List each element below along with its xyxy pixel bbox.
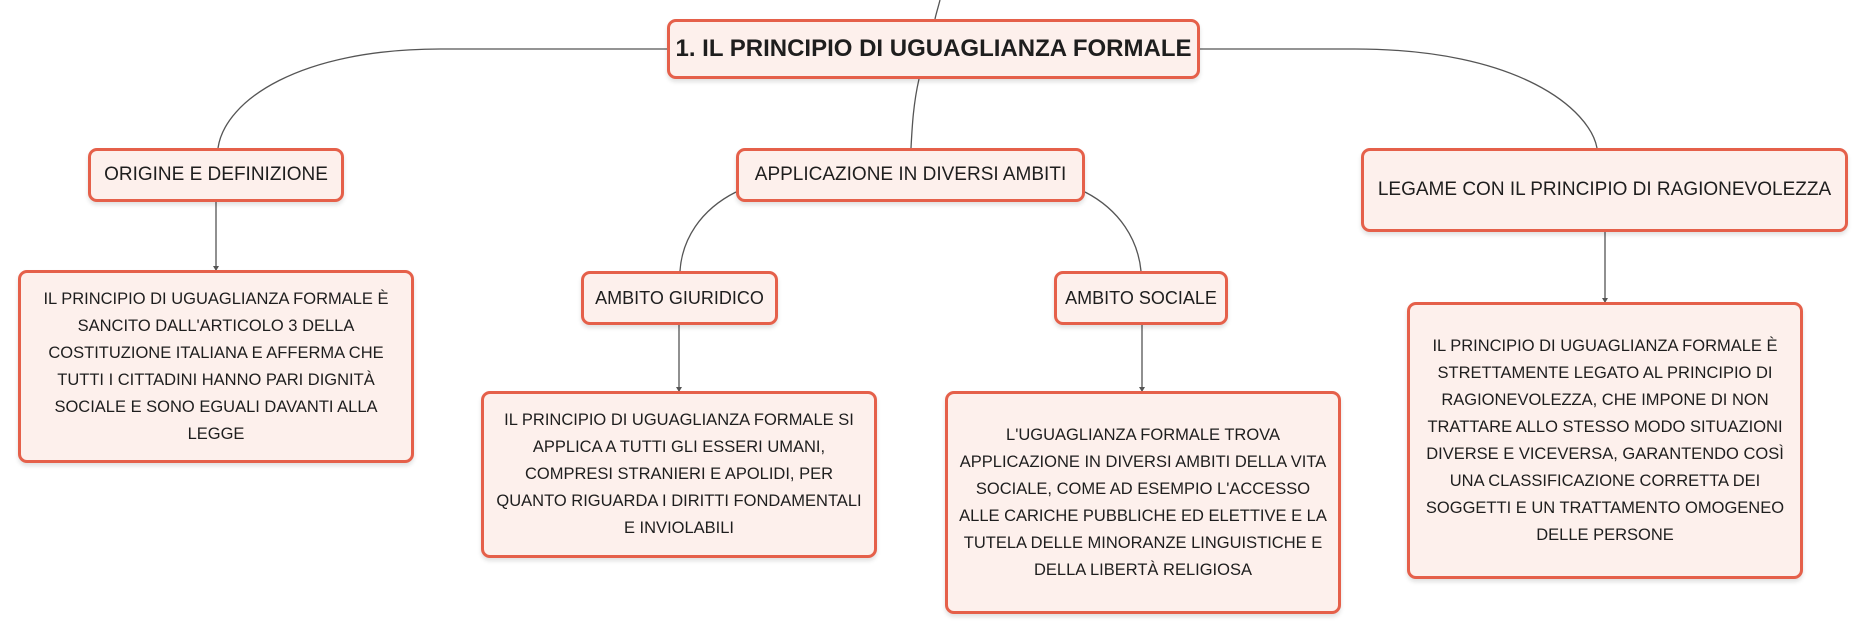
detail-node-sociale[interactable] — [945, 391, 1341, 614]
detail-node-sociale-text: L'UGUAGLIANZA FORMALE TROVA APPLICAZIONE IN DIVERSI AMBITI DELLA VITA SOCIALE, COME AD ESEMPIO L'ACCESSO ALLE CARICHE PUBBLICHE ED ELETTIVE E LA TUTELA DELLE MINORANZE LINGUISTICHE E DELLA LIBERTÀ RELIGIOSA — [959, 425, 1327, 579]
detail-node-origine[interactable] — [18, 270, 414, 463]
subtopic-node-sociale-label: AMBITO SOCIALE — [1065, 287, 1217, 308]
topic-node-legame-label: LEGAME CON IL PRINCIPIO DI RAGIONEVOLEZZA — [1377, 179, 1832, 200]
detail-node-legame-text: IL PRINCIPIO DI UGUAGLIANZA FORMALE È STRETTAMENTE LEGATO AL PRINCIPIO DI RAGIONEVOLEZZA, CHE IMPONE DI NON TRATTARE ALLO STESSO MODO SITUAZIONI DIVERSE E VICEVERSA, GARANTENDO COSÌ UNA CLASSIFICAZIONE CORRETTA DEI SOGGETTI E UN TRATTAMENTO OMOGENEO DELLE PERSONE — [1425, 336, 1785, 544]
detail-node-giuridico-text: IL PRINCIPIO DI UGUAGLIANZA FORMALE SI APPLICA A TUTTI GLI ESSERI UMANI, COMPRESI STRANIERI E APOLIDI, PER QUANTO RIGUARDA I DIRITTI FONDAMENTALI E INVIOLABILI — [496, 411, 862, 537]
topic-node-origine[interactable] — [88, 148, 344, 202]
connector-applicazione-to-sociale — [1085, 192, 1141, 271]
topic-node-applicazione[interactable] — [736, 148, 1085, 202]
detail-node-origine-text: IL PRINCIPIO DI UGUAGLIANZA FORMALE È SANCITO DALL'ARTICOLO 3 DELLA COSTITUZIONE ITALIANA E AFFERMA CHE TUTTI I CITTADINI HANNO PARI DIGNITÀ SOCIALE E SONO EGUALI DAVANTI ALLA LEGGE — [43, 289, 389, 443]
topic-node-origine-label: ORIGINE E DEFINIZIONE — [104, 164, 328, 185]
connector-root-to-applicazione — [911, 79, 919, 148]
topic-node-legame[interactable] — [1361, 148, 1848, 232]
detail-node-legame[interactable] — [1407, 302, 1803, 579]
connector-root-to-legame — [1200, 49, 1597, 148]
subtopic-node-sociale[interactable] — [1054, 271, 1228, 325]
connector-applicazione-to-giuridico — [680, 192, 736, 271]
subtopic-node-giuridico[interactable] — [581, 271, 778, 325]
connector-parent-to-root — [935, 0, 940, 19]
topic-node-applicazione-label: APPLICAZIONE IN DIVERSI AMBITI — [754, 164, 1067, 185]
subtopic-node-giuridico-label: AMBITO GIURIDICO — [595, 287, 764, 308]
root-node[interactable] — [667, 19, 1200, 79]
detail-node-giuridico[interactable] — [481, 391, 877, 558]
root-node-label: 1. IL PRINCIPIO DI UGUAGLIANZA FORMALE — [675, 35, 1192, 62]
connector-root-to-origine — [218, 49, 667, 148]
